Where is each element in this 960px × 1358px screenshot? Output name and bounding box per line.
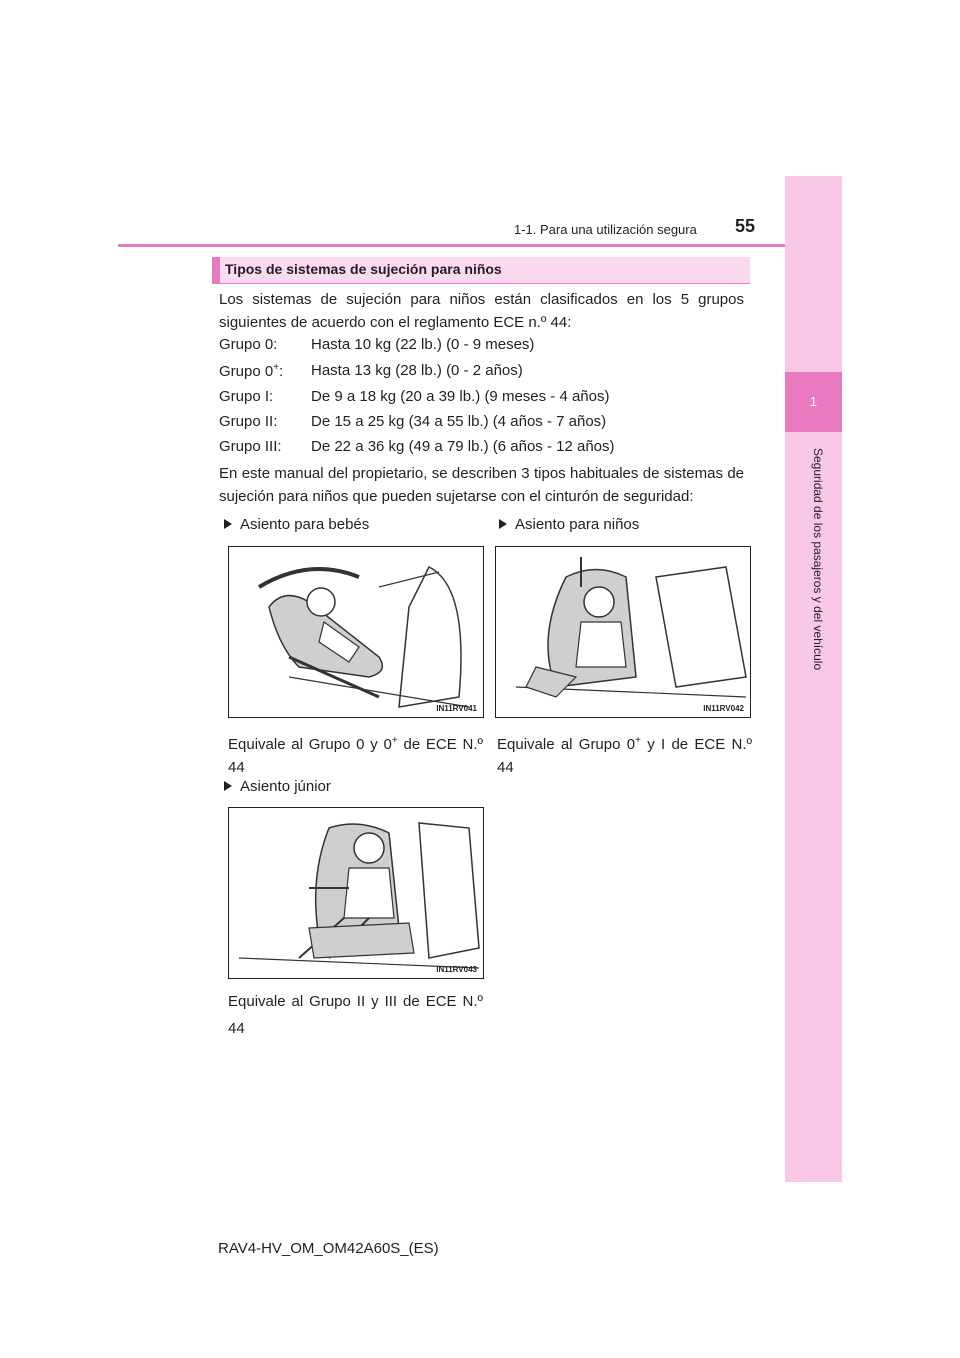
group-value: De 9 a 18 kg (20 a 39 lb.) (9 meses - 4 años) — [311, 388, 610, 405]
group-label: Grupo II: — [219, 413, 278, 430]
running-header: 1-1. Para una utilización segura — [514, 222, 697, 237]
figure-child-seat — [495, 546, 751, 718]
group-row — [219, 438, 744, 460]
seat-heading-infant — [224, 516, 369, 533]
figure-infant-seat — [228, 546, 484, 718]
group-label-text: Grupo 0 — [219, 363, 274, 380]
caption-text-rest: y I de ECE N.º 44 — [497, 736, 753, 776]
child-seat-illustration — [496, 547, 750, 717]
group-label: Grupo 0: — [219, 336, 278, 353]
figure-junior-seat — [228, 807, 484, 979]
caption-text-rest: de ECE N.º 44 — [228, 736, 483, 776]
group-value: De 15 a 25 kg (34 a 55 lb.) (4 años - 7 años) — [311, 413, 607, 430]
group-value: Hasta 13 kg (28 lb.) (0 - 2 años) — [311, 362, 523, 379]
group-row — [219, 336, 744, 358]
caption-sup: + — [391, 735, 398, 746]
seat-caption — [228, 729, 483, 779]
seat-title: Asiento para bebés — [240, 516, 370, 533]
group-label-suffix: : — [279, 363, 284, 380]
figure-code: IN11RV041 — [436, 704, 477, 713]
seat-title: Asiento júnior — [240, 778, 331, 795]
caption-text: Equivale al Grupo 0 — [497, 736, 636, 753]
seat-heading-child — [499, 516, 639, 533]
junior-seat-illustration — [229, 808, 483, 978]
caption-sup: + — [635, 735, 641, 746]
section-title-underline — [212, 283, 750, 284]
document-code-footer: RAV4-HV_OM_OM42A60S_(ES) — [218, 1240, 439, 1257]
triangle-bullet-icon — [224, 519, 232, 529]
section-title: Tipos de sistemas de sujeción para niños — [225, 261, 502, 277]
intro-paragraph: Los sistemas de sujeción para niños están clasificados en los 5 grupos siguientes de acuerdo con el reglamento ECE n.º 44: — [219, 291, 744, 331]
group-label: Grupo III: — [219, 438, 282, 455]
caption-text: Equivale al Grupo 0 y 0 — [228, 736, 392, 753]
page-number: 55 — [735, 216, 756, 236]
triangle-bullet-icon — [224, 781, 232, 791]
group-row — [219, 388, 744, 410]
triangle-bullet-icon — [499, 519, 507, 529]
chapter-title-vertical: Seguridad de los pasajeros y del vehículo — [811, 448, 825, 671]
seat-title: Asiento para niños — [515, 516, 640, 533]
figure-code: IN11RV042 — [703, 704, 744, 713]
group-value: De 22 a 36 kg (49 a 79 lb.) (6 años - 12 años) — [311, 438, 615, 455]
group-value: Hasta 10 kg (22 lb.) (0 - 9 meses) — [311, 336, 535, 353]
group-label — [219, 362, 283, 380]
group-label-sup: + — [273, 362, 280, 373]
seat-caption — [228, 990, 483, 1040]
header-rule — [118, 244, 785, 247]
seat-heading-junior — [224, 778, 331, 795]
caption-text: Equivale al Grupo II y III de ECE N.º 44 — [228, 993, 483, 1037]
figure-code: IN11RV043 — [436, 965, 477, 974]
infant-seat-illustration — [229, 547, 483, 717]
group-row — [219, 362, 744, 384]
description-paragraph: En este manual del propietario, se describen 3 tipos habituales de sistemas de sujeción para niños que pueden sujetarse con el cinturón de seguridad: — [219, 465, 744, 505]
chapter-number-tab[interactable]: 1 — [785, 372, 842, 432]
seat-caption — [497, 729, 752, 779]
group-row — [219, 413, 744, 435]
group-label: Grupo I: — [219, 388, 274, 405]
